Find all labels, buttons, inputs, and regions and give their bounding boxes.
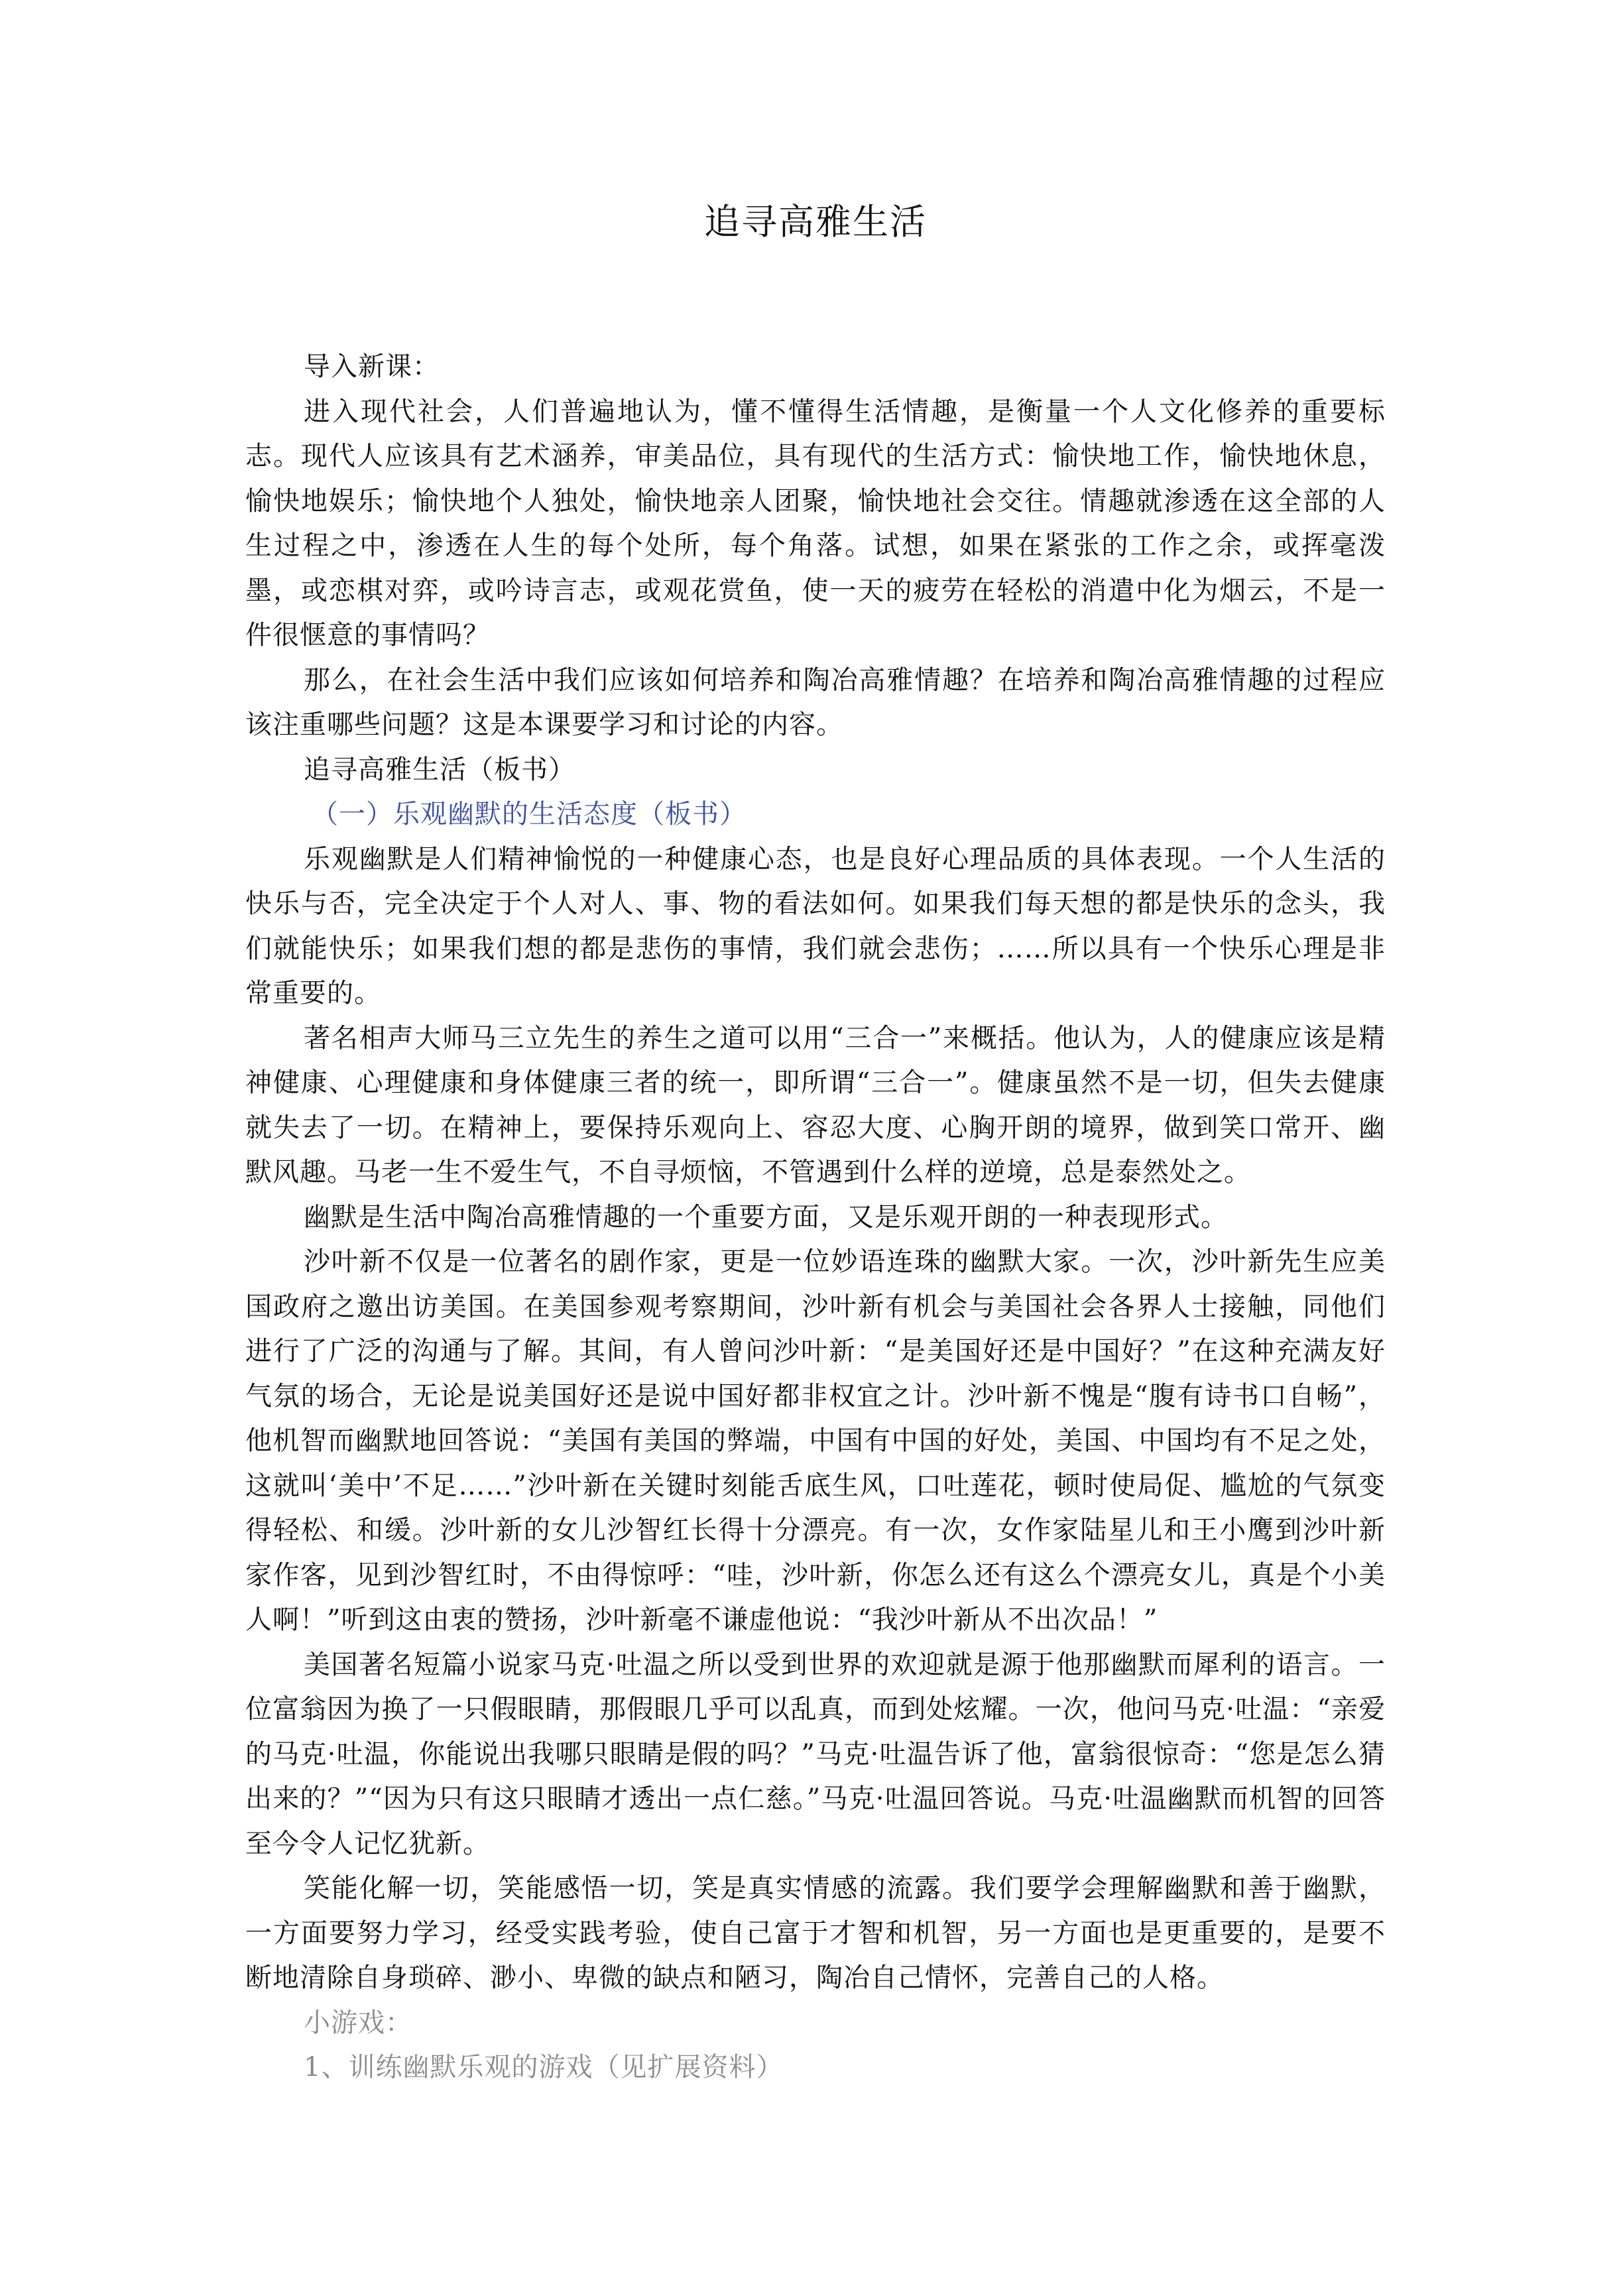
masanli-paragraph: 著名相声大师马三立先生的养生之道可以用“三合一”来概括。他认为，人的健康应该是精神健康、心理健康和身体健康三者的统一，即所谓“三合一”。健康虽然不是一切，但失去健康就失去了一切。在精神上，要保持乐观向上、容忍大度、心胸开朗的境界，做到笑口常开、幽默风趣。马老一生不爱生气，不自寻烦恼，不管遇到什么样的逆境，总是泰然处之。 [245,1022,1386,1187]
document-page [245,192,1386,2090]
board-heading: 追寻高雅生活（板书） [304,754,575,785]
shayexin-paragraph: 沙叶新不仅是一位著名的剧作家，更是一位妙语连珠的幽默大家。一次，沙叶新先生应美国政府之邀出访美国。在美国参观考察期间，沙叶新有机会与美国社会各界人士接触，同他们进行了广泛的沟通与了解。其间，有人曾问沙叶新：“是美国好还是中国好？”在这种充满友好气氛的场合，无论是说美国好还是说中国好都非权宜之计。沙叶新不愧是“腹有诗书口自畅”，他机智而幽默地回答说：“美国有美国的弊端，中国有中国的好处，美国、中国均有不足之处，这就叫‘美中’不足……”沙叶新在关键时刻能舌底生风，口吐莲花，顿时使局促、尴尬的气氛变得轻松、和缓。沙叶新的女儿沙智红长得十分漂亮。有一次，女作家陆星儿和王小鹰到沙叶新家作客，见到沙智红时，不由得惊呼：“哇，沙叶新，你怎么还有这么个漂亮女儿，真是个小美人啊！”听到这由衷的赞扬，沙叶新毫不谦虚他说：“我沙叶新从不出次品！” [245,1246,1386,1635]
humor-paragraph: 幽默是生活中陶冶高雅情趣的一个重要方面，又是乐观开朗的一种表现形式。 [304,1201,1228,1233]
question-paragraph: 那么，在社会生活中我们应该如何培养和陶冶高雅情趣？在培养和陶冶高雅情趣的过程应该注重哪些问题？这是本课要学习和讨论的内容。 [245,664,1386,740]
document-title: 追寻高雅生活 [704,201,927,243]
section-heading: （一）乐观幽默的生活态度（板书） [312,799,747,829]
game-item: 1、训练幽默乐观的游戏（见扩展资料） [304,2052,784,2083]
intro-paragraph: 进入现代社会，人们普遍地认为，懂不懂得生活情趣，是衡量一个人文化修养的重要标志。现代人应该具有艺术涵养，审美品位，具有现代的生活方式：愉快地工作，愉快地休息，愉快地娱乐；愉快地个人独处，愉快地亲人团聚，愉快地社会交往。情趣就渗透在这全部的人生过程之中，渗透在人生的每个处所，每个角落。试想，如果在紧张的工作之余，或挥毫泼墨，或恋棋对弈，或吟诗言志，或观花赏鱼，使一天的疲劳在轻松的消遣中化为烟云，不是一件很惬意的事情吗？ [245,396,1386,650]
laughter-paragraph: 笑能化解一切，笑能感悟一切，笑是真实情感的流露。我们要学会理解幽默和善于幽默，一方面要努力学习，经受实践考验，使自己富于才智和机智，另一方面也是更重要的，是要不断地清除自身琐碎、渺小、卑微的缺点和陋习，陶冶自己情怀，完善自己的人格。 [245,1873,1386,1993]
optimism-paragraph: 乐观幽默是人们精神愉悦的一种健康心态，也是良好心理品质的具体表现。一个人生活的快乐与否，完全决定于个人对人、事、物的看法如何。如果我们每天想的都是快乐的念头，我们就能快乐；如果我们想的都是悲伤的事情，我们就会悲伤；……所以具有一个快乐心理是非常重要的。 [245,843,1386,1008]
game-heading: 小游戏： [304,2007,412,2038]
intro-heading: 导入新课： [304,351,440,382]
marktwain-paragraph: 美国著名短篇小说家马克·吐温之所以受到世界的欢迎就是源于他那幽默而犀利的语言。一位富翁因为换了一只假眼睛，那假眼几乎可以乱真，而到处炫耀。一次，他问马克·吐温：“亲爱的马克·吐温，你能说出我哪只眼睛是假的吗？”马克·吐温告诉了他，富翁很惊奇：“您是怎么猜出来的？”“因为只有这只眼睛才透出一点仁慈。”马克·吐温回答说。马克·吐温幽默而机智的回答至今令人记忆犹新。 [245,1649,1386,1859]
